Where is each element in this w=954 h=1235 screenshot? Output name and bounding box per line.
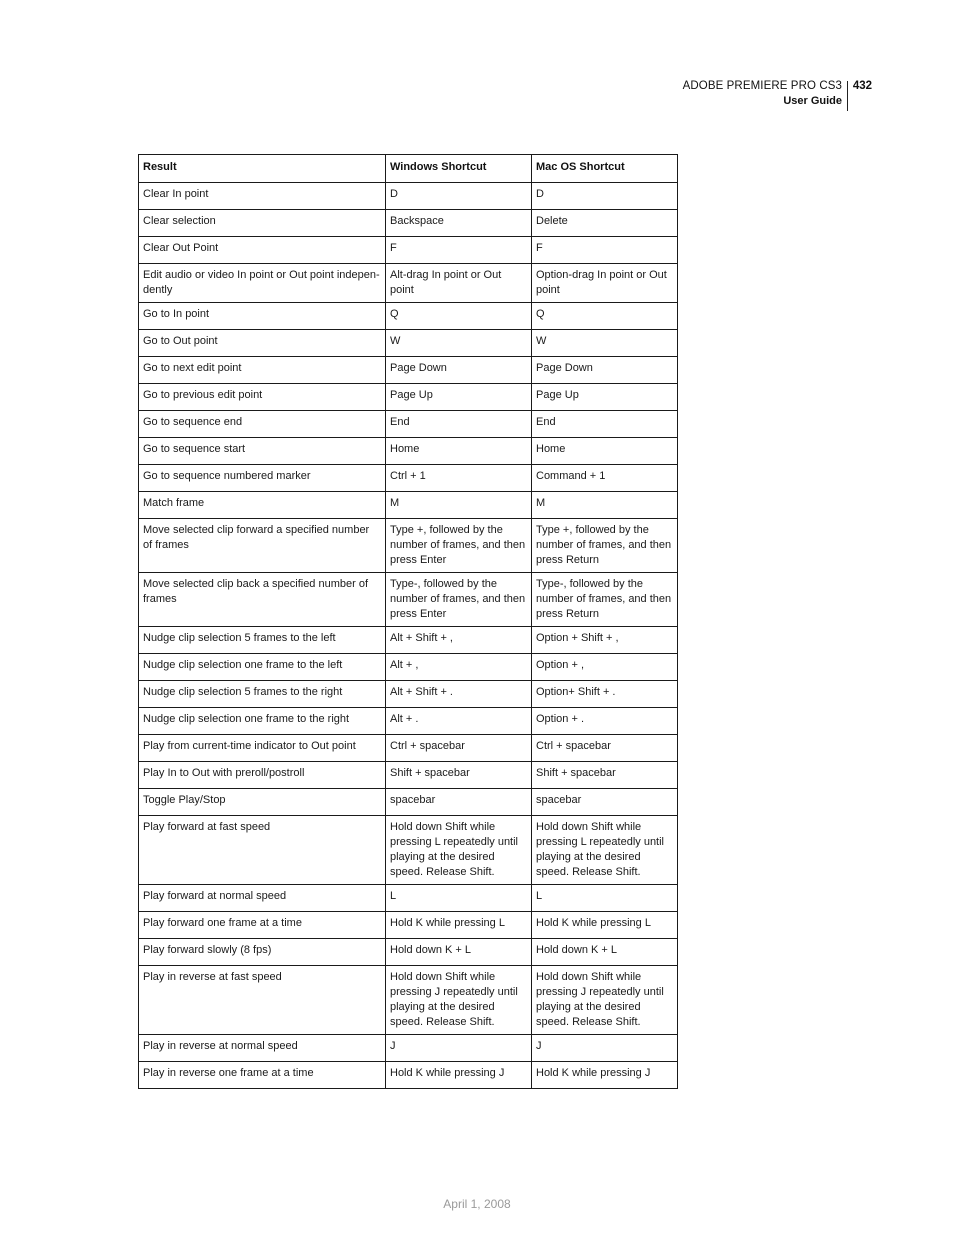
page-number: 432 xyxy=(852,80,872,92)
table-row xyxy=(139,264,678,303)
table-row xyxy=(139,1062,678,1089)
windows-shortcut-cell: J xyxy=(386,1035,532,1062)
result-cell: Play forward at normal speed xyxy=(139,885,386,912)
table-row xyxy=(139,438,678,465)
result-cell: Play forward slowly (8 fps) xyxy=(139,939,386,966)
windows-shortcut-cell: Hold down Shift while pressing L repeatedly until playing at the desired speed. Release Shift. xyxy=(386,816,532,885)
table-row xyxy=(139,627,678,654)
table-row xyxy=(139,411,678,438)
result-cell: Go to In point xyxy=(139,303,386,330)
result-cell: Move selected clip forward a specified number of frames xyxy=(139,519,386,573)
result-cell: Nudge clip selection one frame to the right xyxy=(139,708,386,735)
mac-shortcut-cell: J xyxy=(532,1035,678,1062)
windows-shortcut-cell: Ctrl + 1 xyxy=(386,465,532,492)
mac-shortcut-cell: Page Down xyxy=(532,357,678,384)
windows-shortcut-cell: Q xyxy=(386,303,532,330)
mac-shortcut-cell: Shift + spacebar xyxy=(532,762,678,789)
mac-shortcut-cell: F xyxy=(532,237,678,264)
windows-shortcut-cell: Shift + spacebar xyxy=(386,762,532,789)
result-cell: Play in reverse one frame at a time xyxy=(139,1062,386,1089)
table-row xyxy=(139,912,678,939)
windows-shortcut-cell: Alt + , xyxy=(386,654,532,681)
table-row xyxy=(139,681,678,708)
windows-shortcut-cell: Hold down K + L xyxy=(386,939,532,966)
table-row xyxy=(139,885,678,912)
mac-shortcut-cell: Command + 1 xyxy=(532,465,678,492)
mac-shortcut-cell: L xyxy=(532,885,678,912)
table-row xyxy=(139,210,678,237)
table-row xyxy=(139,384,678,411)
windows-shortcut-cell: End xyxy=(386,411,532,438)
table-row xyxy=(139,573,678,627)
windows-shortcut-cell: spacebar xyxy=(386,789,532,816)
table-row xyxy=(139,708,678,735)
result-cell: Go to Out point xyxy=(139,330,386,357)
windows-shortcut-cell: D xyxy=(386,183,532,210)
table-row xyxy=(139,966,678,1035)
result-cell: Nudge clip selection 5 frames to the left xyxy=(139,627,386,654)
windows-shortcut-cell: Type-, followed by the number of frames, and then press Enter xyxy=(386,573,532,627)
result-cell: Clear Out Point xyxy=(139,237,386,264)
mac-shortcut-cell: Hold down Shift while pressing J repeatedly until playing at the desired speed. Release Shift. xyxy=(532,966,678,1035)
mac-shortcut-cell: Q xyxy=(532,303,678,330)
result-cell: Nudge clip selection 5 frames to the right xyxy=(139,681,386,708)
windows-shortcut-cell: Hold K while pressing L xyxy=(386,912,532,939)
column-header-windows-shortcut: Windows Shortcut xyxy=(386,155,532,183)
mac-shortcut-cell: Hold down Shift while pressing L repeatedly until playing at the desired speed. Release Shift. xyxy=(532,816,678,885)
column-header-mac-shortcut: Mac OS Shortcut xyxy=(532,155,678,183)
table-body xyxy=(139,183,678,1089)
windows-shortcut-cell: F xyxy=(386,237,532,264)
table-row xyxy=(139,735,678,762)
mac-shortcut-cell: Hold K while pressing L xyxy=(532,912,678,939)
table-row xyxy=(139,330,678,357)
table-row xyxy=(139,762,678,789)
mac-shortcut-cell: Home xyxy=(532,438,678,465)
result-cell: Go to sequence numbered marker xyxy=(139,465,386,492)
result-cell: Clear In point xyxy=(139,183,386,210)
mac-shortcut-cell: Type +, followed by the number of frames, and then press Return xyxy=(532,519,678,573)
mac-shortcut-cell: End xyxy=(532,411,678,438)
windows-shortcut-cell: Hold K while pressing J xyxy=(386,1062,532,1089)
windows-shortcut-cell: Hold down Shift while pressing J repeatedly until playing at the desired speed. Release Shift. xyxy=(386,966,532,1035)
windows-shortcut-cell: Alt-drag In point or Out point xyxy=(386,264,532,303)
mac-shortcut-cell: Option + . xyxy=(532,708,678,735)
result-cell: Edit audio or video In point or Out point indepen-dently xyxy=(139,264,386,303)
table-row xyxy=(139,492,678,519)
windows-shortcut-cell: Alt + . xyxy=(386,708,532,735)
table-row xyxy=(139,183,678,210)
windows-shortcut-cell: Backspace xyxy=(386,210,532,237)
table-row xyxy=(139,939,678,966)
result-cell: Go to previous edit point xyxy=(139,384,386,411)
mac-shortcut-cell: Ctrl + spacebar xyxy=(532,735,678,762)
table-row xyxy=(139,654,678,681)
mac-shortcut-cell: Option + , xyxy=(532,654,678,681)
result-cell: Play forward at fast speed xyxy=(139,816,386,885)
header-row xyxy=(139,155,678,183)
page-header xyxy=(640,79,872,112)
mac-shortcut-cell: Option+ Shift + . xyxy=(532,681,678,708)
result-cell: Play forward one frame at a time xyxy=(139,912,386,939)
result-cell: Play from current-time indicator to Out point xyxy=(139,735,386,762)
header-divider xyxy=(847,81,848,111)
result-cell: Clear selection xyxy=(139,210,386,237)
result-cell: Nudge clip selection one frame to the left xyxy=(139,654,386,681)
shortcuts-table xyxy=(138,154,678,1089)
result-cell: Go to sequence end xyxy=(139,411,386,438)
table-row xyxy=(139,303,678,330)
mac-shortcut-cell: Hold down K + L xyxy=(532,939,678,966)
windows-shortcut-cell: W xyxy=(386,330,532,357)
document-subtitle: User Guide xyxy=(783,95,842,107)
windows-shortcut-cell: Type +, followed by the number of frames, and then press Enter xyxy=(386,519,532,573)
document-title: ADOBE PREMIERE PRO CS3 xyxy=(682,80,842,92)
table-row xyxy=(139,465,678,492)
result-cell: Move selected clip back a specified number of frames xyxy=(139,573,386,627)
windows-shortcut-cell: Ctrl + spacebar xyxy=(386,735,532,762)
mac-shortcut-cell: D xyxy=(532,183,678,210)
result-cell: Play in reverse at fast speed xyxy=(139,966,386,1035)
table-row xyxy=(139,816,678,885)
result-cell: Play In to Out with preroll/postroll xyxy=(139,762,386,789)
table-header xyxy=(139,155,678,183)
mac-shortcut-cell: Page Up xyxy=(532,384,678,411)
table-row xyxy=(139,237,678,264)
result-cell: Toggle Play/Stop xyxy=(139,789,386,816)
mac-shortcut-cell: W xyxy=(532,330,678,357)
header-text-block xyxy=(683,79,842,109)
windows-shortcut-cell: Alt + Shift + , xyxy=(386,627,532,654)
mac-shortcut-cell: Option + Shift + , xyxy=(532,627,678,654)
footer-date: April 1, 2008 xyxy=(443,1197,511,1211)
windows-shortcut-cell: L xyxy=(386,885,532,912)
result-cell: Go to sequence start xyxy=(139,438,386,465)
table-row xyxy=(139,519,678,573)
mac-shortcut-cell: Hold K while pressing J xyxy=(532,1062,678,1089)
windows-shortcut-cell: Alt + Shift + . xyxy=(386,681,532,708)
table-row xyxy=(139,789,678,816)
table-row xyxy=(139,1035,678,1062)
table-row xyxy=(139,357,678,384)
mac-shortcut-cell: Delete xyxy=(532,210,678,237)
windows-shortcut-cell: Page Up xyxy=(386,384,532,411)
mac-shortcut-cell: spacebar xyxy=(532,789,678,816)
mac-shortcut-cell: Option-drag In point or Out point xyxy=(532,264,678,303)
windows-shortcut-cell: M xyxy=(386,492,532,519)
mac-shortcut-cell: M xyxy=(532,492,678,519)
windows-shortcut-cell: Page Down xyxy=(386,357,532,384)
mac-shortcut-cell: Type-, followed by the number of frames, and then press Return xyxy=(532,573,678,627)
result-cell: Match frame xyxy=(139,492,386,519)
windows-shortcut-cell: Home xyxy=(386,438,532,465)
result-cell: Go to next edit point xyxy=(139,357,386,384)
result-cell: Play in reverse at normal speed xyxy=(139,1035,386,1062)
column-header-result: Result xyxy=(139,155,386,183)
